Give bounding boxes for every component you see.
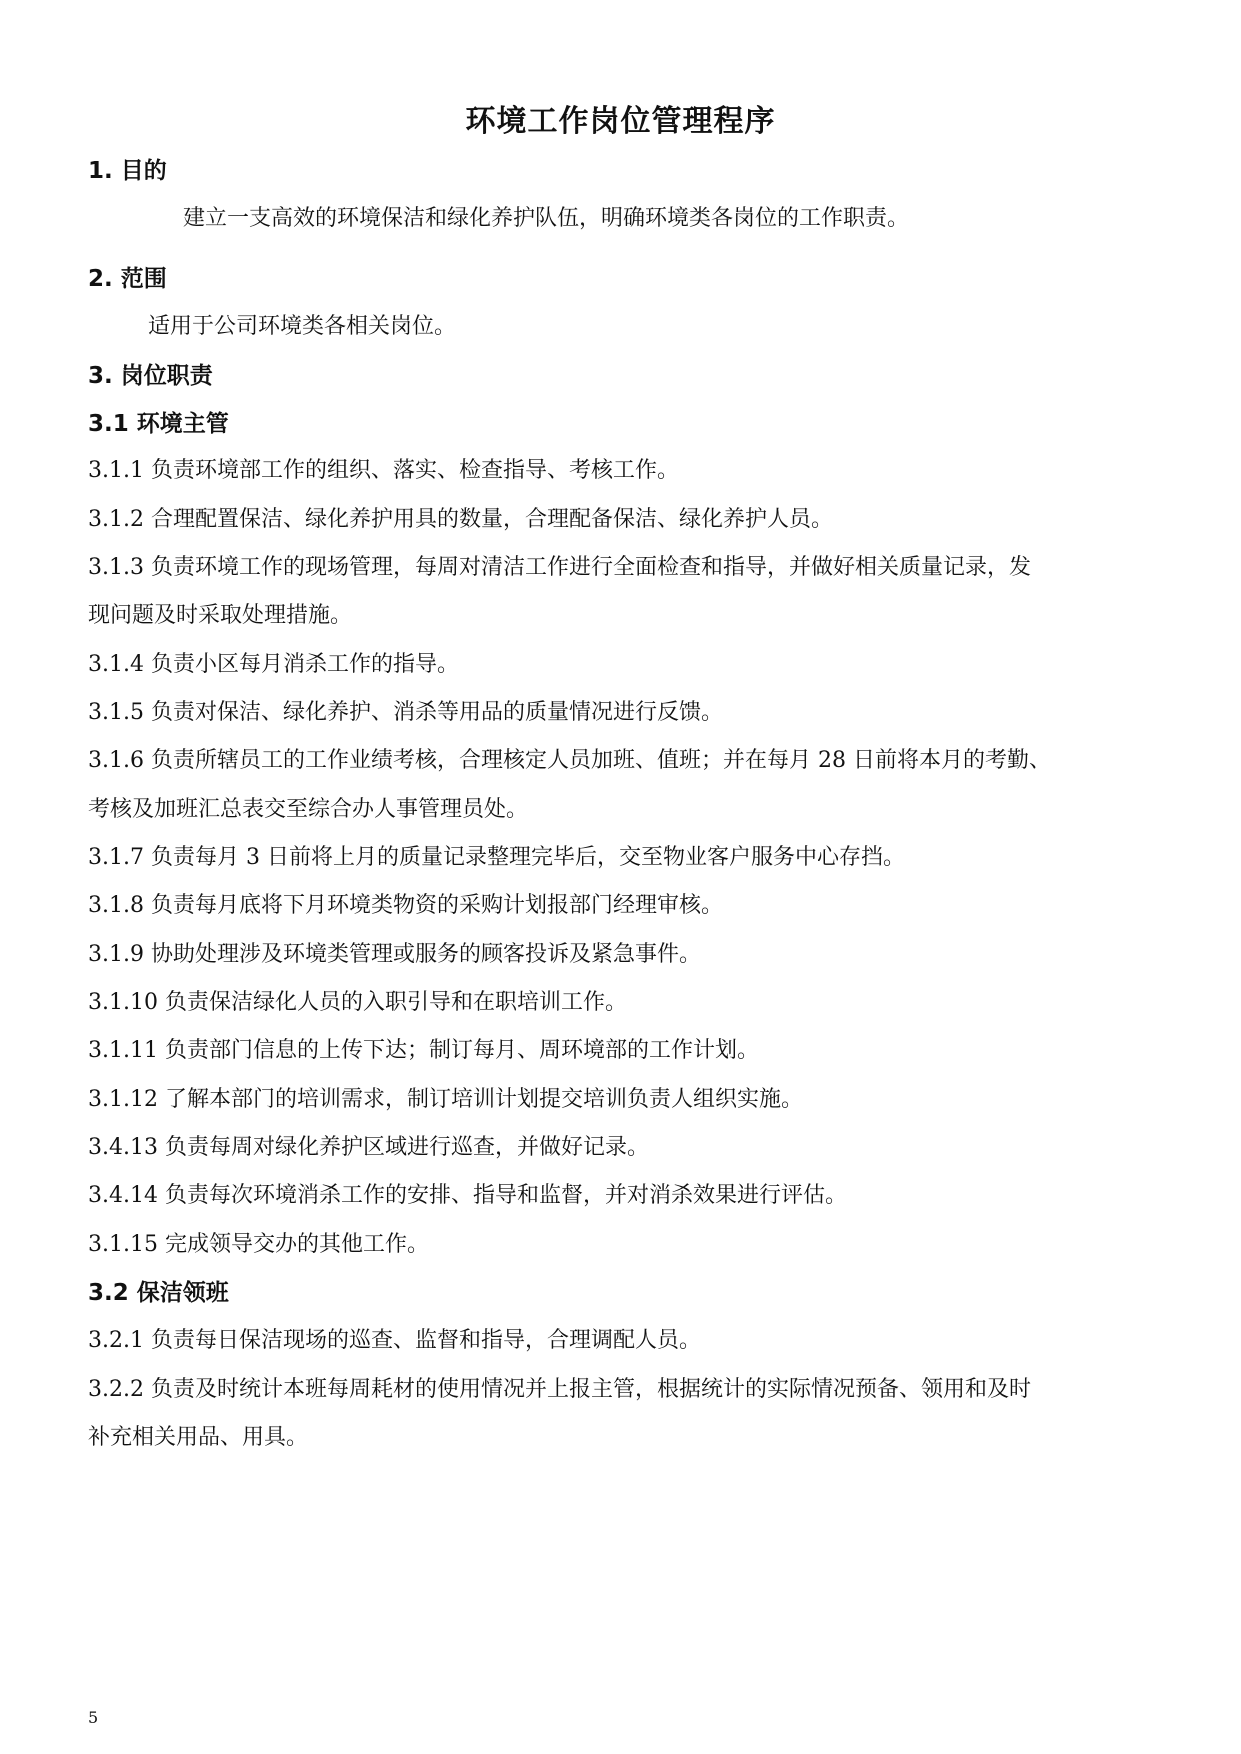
list-item: 3.1.4 负责小区每月消杀工作的指导。: [88, 652, 459, 677]
list-item: 3.1.9 协助处理涉及环境类管理或服务的顾客投诉及紧急事件。: [88, 942, 701, 967]
list-item: 3.2.2 负责及时统计本班每周耗材的使用情况并上报主管，根据统计的实际情况预备、领用和及时: [88, 1377, 1031, 1402]
list-item: 3.1.10 负责保洁绿化人员的入职引导和在职培训工作。: [88, 990, 627, 1015]
paragraph-scope: 适用于公司环境类各相关岗位。: [148, 314, 457, 339]
list-item: 3.1.6 负责所辖员工的工作业绩考核，合理核定人员加班、值班；并在每月 28 日前将本月的考勤、: [88, 748, 1051, 773]
list-item: 3.4.14 负责每次环境消杀工作的安排、指导和监督，并对消杀效果进行评估。: [88, 1183, 847, 1208]
list-item: 3.1.8 负责每月底将下月环境类物资的采购计划报部门经理审核。: [88, 893, 723, 918]
list-item: 3.1.7 负责每月 3 日前将上月的质量记录整理完毕后，交至物业客户服务中心存挡。: [88, 845, 905, 870]
list-item: 3.1.12 了解本部门的培训需求，制订培训计划提交培训负责人组织实施。: [88, 1087, 803, 1112]
section-heading-duties: 3. 岗位职责: [88, 363, 213, 389]
section-heading-purpose: 1. 目的: [88, 158, 167, 184]
subsection-heading-cleaning-foreman: 3.2 保洁领班: [88, 1280, 229, 1306]
list-item-continuation: 考核及加班汇总表交至综合办人事管理员处。: [88, 797, 529, 822]
paragraph-purpose: 建立一支高效的环境保洁和绿化养护队伍，明确环境类各岗位的工作职责。: [183, 206, 910, 231]
list-item: 3.4.13 负责每周对绿化养护区域进行巡查，并做好记录。: [88, 1135, 649, 1160]
list-item: 3.1.2 合理配置保洁、绿化养护用具的数量，合理配备保洁、绿化养护人员。: [88, 507, 833, 532]
page-number: 5: [88, 1708, 99, 1727]
list-item: 3.1.5 负责对保洁、绿化养护、消杀等用品的质量情况进行反馈。: [88, 700, 723, 725]
list-item: 3.1.11 负责部门信息的上传下达；制订每月、周环境部的工作计划。: [88, 1038, 759, 1063]
list-item: 3.2.1 负责每日保洁现场的巡查、监督和指导，合理调配人员。: [88, 1328, 701, 1353]
list-item: 3.1.3 负责环境工作的现场管理，每周对清洁工作进行全面检查和指导，并做好相关质量记录，发: [88, 555, 1031, 580]
section-heading-scope: 2. 范围: [88, 266, 167, 292]
list-item: 3.1.15 完成领导交办的其他工作。: [88, 1232, 429, 1257]
list-item-continuation: 补充相关用品、用具。: [88, 1425, 309, 1450]
subsection-heading-env-supervisor: 3.1 环境主管: [88, 411, 229, 437]
document-title: 环境工作岗位管理程序: [465, 104, 776, 139]
list-item: 3.1.1 负责环境部工作的组织、落实、检查指导、考核工作。: [88, 458, 679, 483]
list-item-continuation: 现问题及时采取处理措施。: [88, 603, 353, 628]
